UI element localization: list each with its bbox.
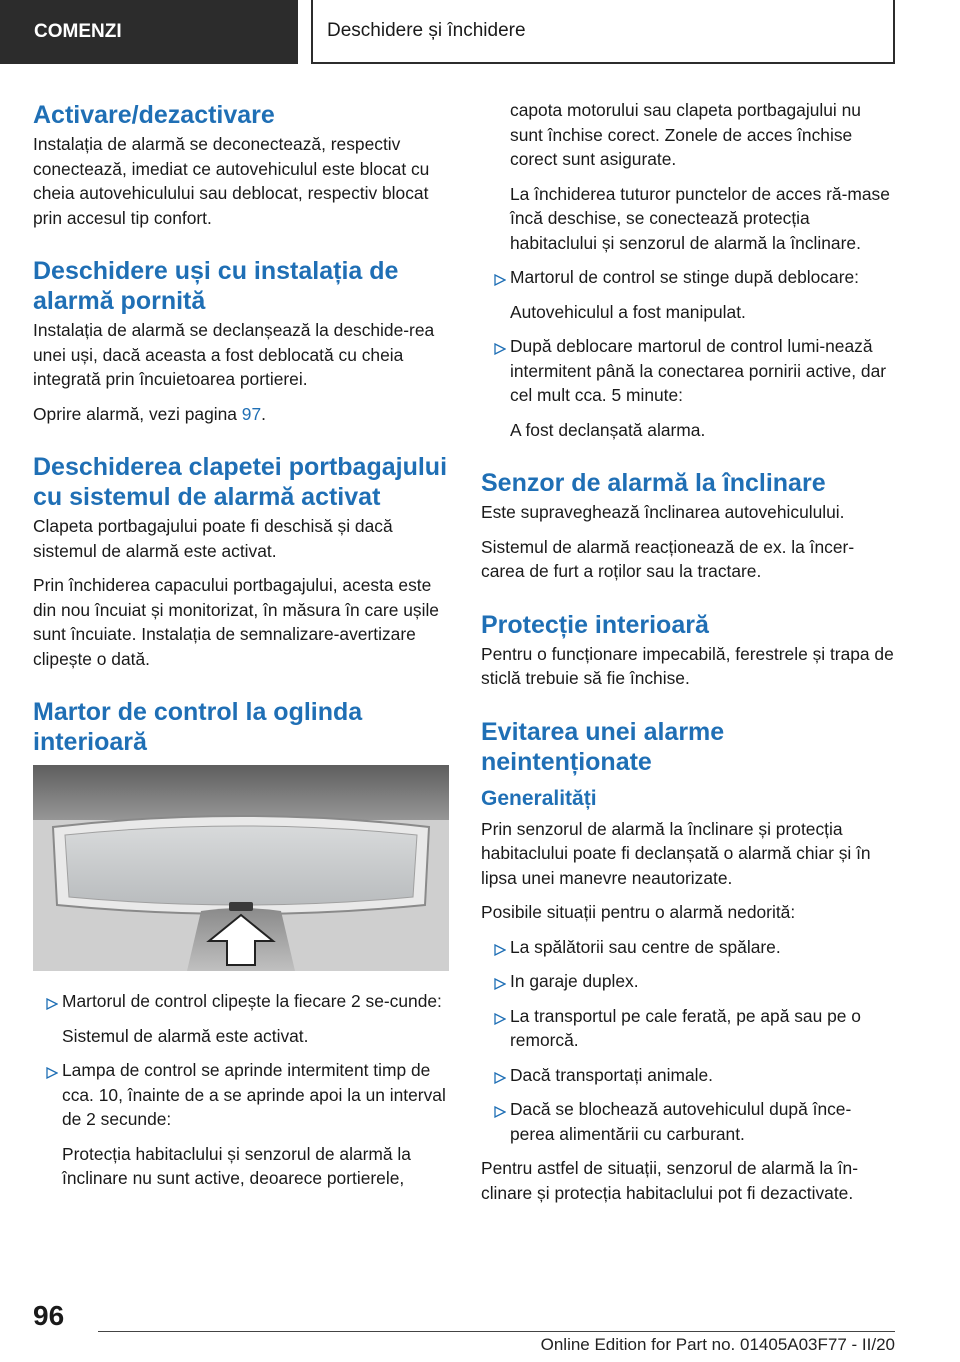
page-number: 96 [33, 1300, 65, 1331]
subheading-general: Generalități [481, 786, 597, 810]
list-item: Martorul de control clipește la fiecare 2 se-cunde: [33, 989, 449, 1014]
list-item: Dacă se blochează autovehiculul după înce-perea alimentării cu carburant. [481, 1097, 895, 1146]
list-subtext: Sistemul de alarmă este activat. [62, 1025, 309, 1046]
list-subtext: Autovehiculul a fost manipulat. [510, 301, 746, 322]
heading-mirror-indicator: Martor de control la oglinda interioară [33, 698, 363, 756]
situations-list [481, 935, 895, 1147]
page-link[interactable]: 97 [241, 403, 262, 424]
footer-divider [98, 1331, 895, 1332]
paragraph-door-opening: Instalația de alarmă se declanșează la deschide-rea unei uși, dacă aceasta a fost deblocată cu cheia integrată prin încuietoarea portierei. [33, 320, 435, 389]
right-column [481, 98, 895, 1215]
paragraph-tailgate-2: Prin închiderea capacului portbagajului, acesta este din nou încuiat și monitorizat, în măsura în care ușile sunt încuiate. Instalația de semnalizare-avertizare clipește o dată. [33, 575, 439, 669]
paragraph-tilt-2: Sistemul de alarmă reacționează de ex. la încer-carea de furt a roților sau la tractare. [481, 536, 855, 581]
list-subtext-continued: capota motorului sau clapeta portbagajului nu sunt închise corect. Zonele de acces închise corect sunt asigurate. [510, 100, 861, 169]
list-item: La spălătorii sau centre de spălare. [481, 935, 895, 960]
footer-edition: Online Edition for Part no. 01405A03F77 - II/20 [540, 1335, 895, 1354]
section-label: COMENZI [0, 0, 298, 64]
heading-tailgate: Deschiderea clapetei portbagajului cu sistemul de alarmă activat [33, 453, 448, 511]
list-item: Dacă transportați animale. [481, 1063, 895, 1088]
mirror-illustration [33, 765, 449, 971]
list-subtext: La închiderea tuturor punctelor de acces ră-mase încă deschise, se conectează protecția habitaclului și senzorul de alarmă la înclinare. [510, 183, 890, 253]
left-column [33, 100, 449, 1201]
list-item: Lampa de control se aprinde intermitent timp de cca. 10, înainte de a se aprinde apoi la un interval de 2 secunde: [33, 1058, 449, 1132]
paragraph-general-2: Posibile situații pentru o alarmă nedorită: [481, 902, 796, 922]
list-item: Martorul de control se stinge după deblocare: [481, 265, 895, 290]
heading-tilt-sensor: Senzor de alarmă la înclinare [481, 469, 826, 497]
heading-activation: Activare/dezactivare [33, 101, 275, 129]
list-item: In garaje duplex. [481, 969, 895, 994]
paragraph-tilt-1: Este supraveghează înclinarea autovehiculului. [481, 502, 845, 522]
heading-door-opening: Deschidere uși cu instalația de alarmă pornită [33, 257, 399, 315]
paragraph-general-1: Prin senzorul de alarmă la înclinare și protecția habitaclului poate fi declanșată o alarmă chiar și în lipsa unei manevre neautorizate. [481, 818, 871, 888]
mirror-image [33, 765, 449, 971]
paragraph-general-3: Pentru astfel de situații, senzorul de alarmă la în-clinare și protecția habitaclului pot fi dezactivate. [481, 1158, 858, 1203]
paragraph-alarm-stop: Oprire alarmă, vezi pagina 97. [33, 403, 266, 424]
paragraph-activation: Instalația de alarmă se deconectează, respectiv conectează, imediat ce autovehiculul este blocat cu cheia autovehiculului sau deblocat, respectiv blocat prin accesul tip confort. [33, 134, 430, 228]
chapter-label: Deschidere și închidere [311, 0, 895, 64]
heading-interior-protection: Protecție interioară [481, 610, 709, 639]
heading-avoid-alarm: Evitarea unei alarme neintenționate [481, 717, 725, 776]
paragraph-tailgate-1: Clapeta portbagajului poate fi deschisă și dacă sistemul de alarmă este activat. [33, 516, 393, 561]
page-header [0, 0, 960, 66]
list-item: După deblocare martorul de control lumi-nează intermitent până la conectarea pornirii active, dar cel mult cca. 5 minute: [481, 334, 895, 408]
paragraph-interior-protection: Pentru o funcționare impecabilă, ferestrele și trapa de sticlă trebuie să fie închise. [481, 643, 894, 688]
list-subtext: A fost declanșată alarma. [510, 419, 706, 440]
list-subtext: Protecția habitaclului și senzorul de alarmă la înclinare nu sunt active, deoarece portierele, [62, 1143, 411, 1188]
list-item: La transportul pe cale ferată, pe apă sau pe o remorcă. [481, 1004, 895, 1053]
indicator-list-left [33, 989, 449, 1014]
